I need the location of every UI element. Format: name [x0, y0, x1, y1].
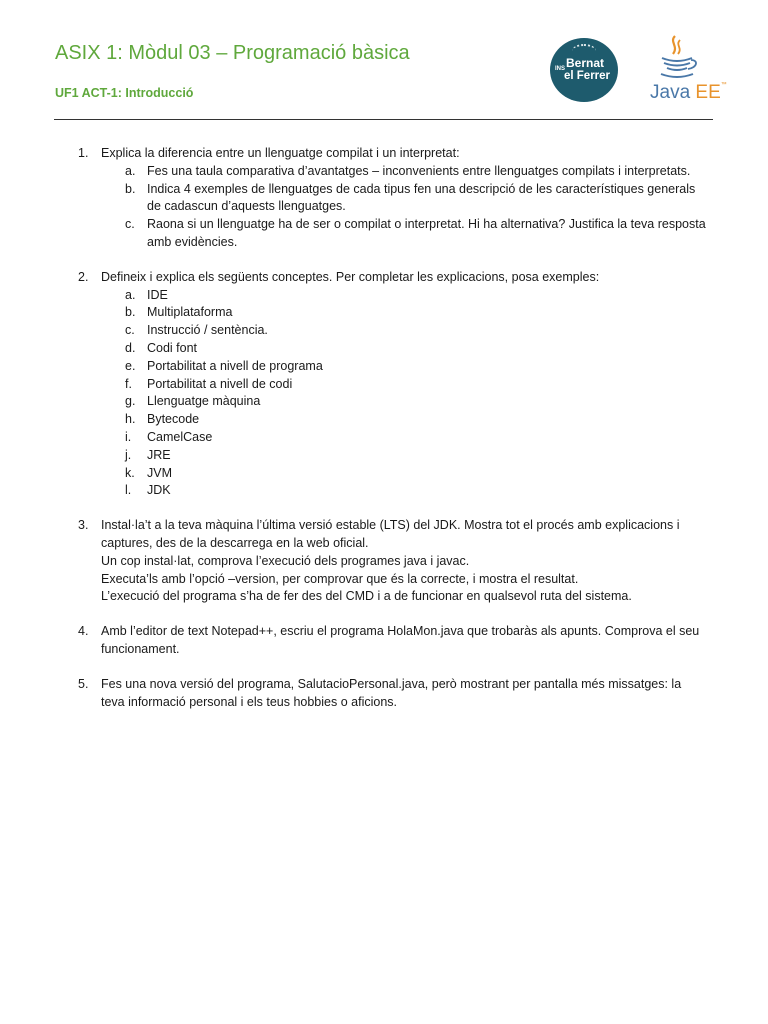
question-number: 1. — [78, 146, 89, 160]
activity-questions — [0, 145, 768, 728]
sub-item — [101, 163, 708, 181]
sub-item-text: JVM — [147, 465, 172, 480]
logo-line-1: Bernat — [566, 56, 605, 70]
sub-item-letter: c. — [125, 217, 135, 232]
activity-subtitle: UF1 ACT-1: Introducció — [55, 86, 194, 100]
question-number: 5. — [78, 676, 89, 691]
sub-item — [101, 358, 708, 376]
question-number: 4. — [78, 624, 89, 639]
header-divider — [54, 119, 713, 120]
question-4 — [0, 623, 768, 659]
sub-item-letter: a. — [125, 287, 136, 302]
sub-item-letter: g. — [125, 394, 136, 409]
sub-item — [101, 393, 708, 411]
question-number: 2. — [78, 269, 89, 284]
sub-item-letter: c. — [125, 323, 135, 338]
sub-item-text: Llenguatge màquina — [147, 394, 261, 409]
sub-item — [101, 411, 708, 429]
ee-wordmark: EE — [695, 82, 721, 103]
question-text: Explica la diferencia entre un llenguatge compilat i un interpretat: — [101, 146, 460, 160]
question-text: Fes una nova versió del programa, SalutacioPersonal.java, però mostrant per pantalla més missatges: la teva informació personal i els teus hobbies o aficions. — [101, 676, 682, 709]
sub-item-text: Codi font — [147, 340, 198, 355]
sub-item-text: Instrucció / sentència. — [147, 323, 268, 338]
trademark-symbol: ™ — [720, 82, 727, 88]
sub-item — [101, 287, 708, 305]
question-text: Un cop instal·lat, comprova l’execució dels programes java i javac. — [101, 553, 470, 568]
sub-item-letter: k. — [125, 465, 135, 480]
sub-item — [101, 322, 708, 340]
java-wordmark: Java — [650, 82, 691, 103]
question-number: 3. — [78, 518, 89, 533]
question-1 — [0, 145, 768, 252]
sub-item-letter: e. — [125, 358, 136, 373]
sub-item — [101, 482, 708, 500]
sub-item-text: JRE — [147, 447, 171, 462]
sub-item-text: Bytecode — [147, 412, 200, 427]
sub-item — [101, 376, 708, 394]
java-ee-wordmark — [650, 82, 727, 104]
sub-item — [101, 429, 708, 447]
bernat-el-ferrer-logo — [550, 38, 618, 102]
sub-item-text: Raona si un llenguatge ha de ser o compilat o interpretat. Hi ha alternativa? Justifica la teva resposta amb evidències. — [147, 217, 706, 249]
java-ee-logo — [645, 34, 727, 106]
sub-item-letter: j. — [125, 447, 132, 462]
sub-item-letter: f. — [125, 376, 132, 391]
sub-item-letter: i. — [125, 429, 132, 444]
question-3 — [0, 517, 768, 606]
sub-item-text: Portabilitat a nivell de programa — [147, 358, 323, 373]
sub-item-letter: l. — [125, 483, 132, 498]
logo-prefix: INS — [555, 66, 566, 72]
sub-item-text: JDK — [147, 483, 171, 498]
sub-item-letter: b. — [125, 305, 136, 320]
sub-item — [101, 465, 708, 483]
sub-item-text: Fes una taula comparativa d’avantatges – inconvenients entre llenguatges compilats i interpretats. — [147, 163, 691, 178]
sub-item-letter: a. — [125, 163, 136, 178]
sub-item-letter: b. — [125, 181, 136, 196]
sub-item-text: Indica 4 exemples de llenguatges de cada tipus fen una descripció de les característiques generals de cadascun d’aquests llenguatges. — [147, 181, 696, 214]
question-text: L’execució del programa s’ha de fer des del CMD i a de funcionar en qualsevol ruta del sistema. — [101, 589, 632, 604]
sub-item-letter: h. — [125, 412, 136, 427]
sub-item — [101, 304, 708, 322]
java-cup-icon — [655, 34, 699, 80]
sub-item — [101, 447, 708, 465]
question-text: Amb l’editor de text Notepad++, escriu el programa HolaMon.java que trobaràs als apunts. Comprova el seu funcionament. — [101, 624, 700, 656]
question-text: Instal·la’t a la teva màquina l’última versió estable (LTS) del JDK. Mostra tot el procés amb explicacions i captures, des de la descarrega en la web oficial. — [101, 518, 680, 550]
sub-item — [101, 181, 708, 217]
sub-item — [101, 340, 708, 358]
question-text: Executa’ls amb l’opció –version, per comprovar que és la correcte, i mostra el resultat. — [101, 571, 579, 586]
question-text: Defineix i explica els següents conceptes. Per completar les explicacions, posa exemples: — [101, 269, 600, 284]
sub-item-text: Portabilitat a nivell de codi — [147, 376, 293, 391]
question-5 — [0, 676, 768, 712]
sub-item-text: CamelCase — [147, 429, 213, 444]
sub-item-text: Multiplataforma — [147, 305, 233, 320]
logo-line-2: el Ferrer — [564, 70, 611, 82]
sub-item-text: IDE — [147, 287, 168, 302]
sub-item — [101, 216, 708, 252]
question-2 — [0, 269, 768, 500]
page-title: ASIX 1: Mòdul 03 – Programació bàsica — [55, 42, 410, 64]
sub-item-letter: d. — [125, 340, 136, 355]
